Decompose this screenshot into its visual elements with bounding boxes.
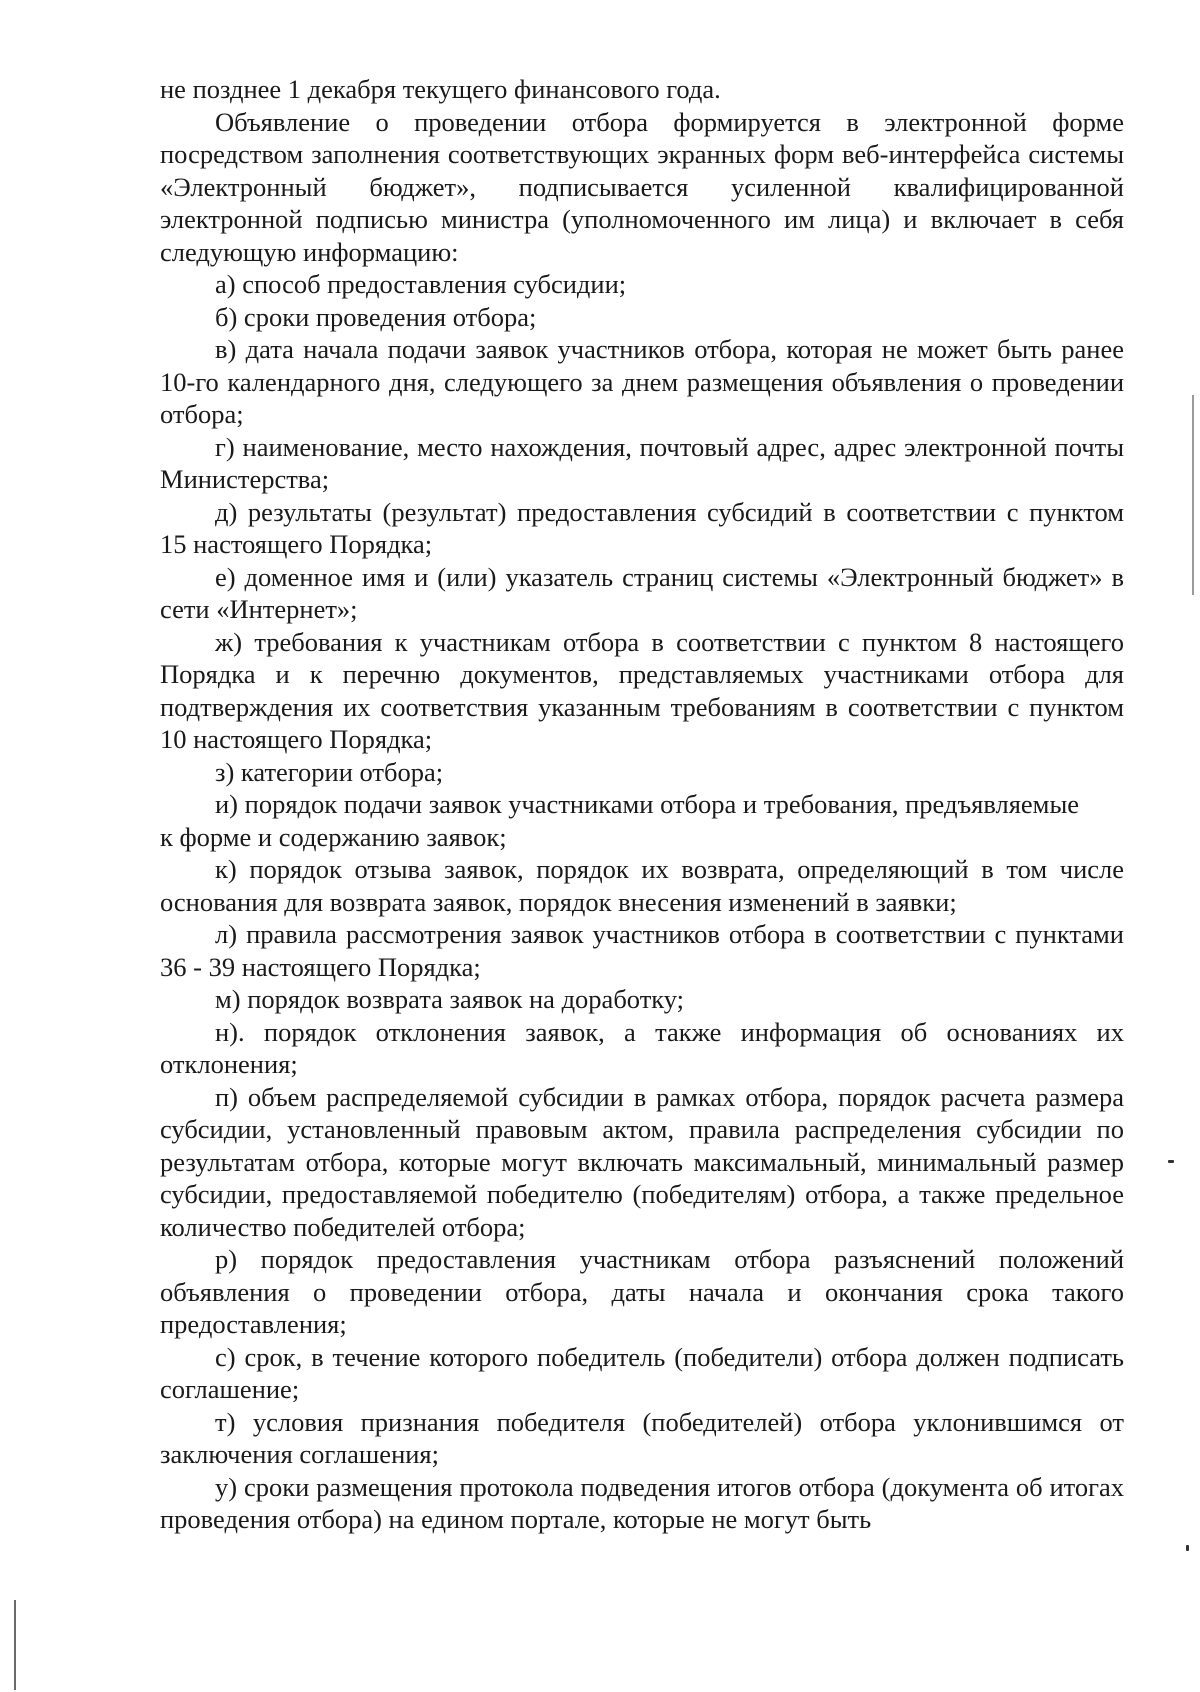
list-item-i-continuation: к форме и содержанию заявок; <box>160 821 507 852</box>
paragraph-announcement: Объявление о проведении отбора формируется в электронной форме посредством заполнения соответствующих экранных форм веб-интерфейса системы «Электронный бюджет», подписывается усиленной квалифицированной электронной подписью министра (уполномоченного им лица) и включает в себя следующую информацию: <box>160 106 1124 267</box>
list-item-v: в) дата начала подачи заявок участников отбора, которая не может быть ранее 10-го календарного дня, следующего за днем размещения объявления о проведении отбора; <box>160 334 1124 429</box>
list-item-g: г) наименование, место нахождения, почтовый адрес, адрес электронной почты Министерства; <box>160 431 1124 494</box>
list-item-b: б) сроки проведения отбора; <box>215 301 537 332</box>
list-item-r: р) порядок предоставления участникам отбора разъяснений положений объявления о проведении отбора, даты начала и окончания срока такого предоставления; <box>160 1244 1124 1339</box>
list-item-a: а) способ предоставления субсидии; <box>215 269 627 299</box>
paragraph-continuation: не позднее 1 декабря текущего финансового года. <box>160 74 721 104</box>
list-item-k: к) порядок отзыва заявок, порядок их возврата, определяющий в том числе основания для возврата заявок, порядок внесения изменений в заявки; <box>160 854 1124 917</box>
scan-margin-line-left <box>14 1600 16 1690</box>
list-item-n: н). порядок отклонения заявок, а также информация об основаниях их отклонения; <box>160 1016 1124 1079</box>
scan-speck <box>1168 1160 1174 1163</box>
list-item-e: е) доменное имя и (или) указатель страниц системы «Электронный бюджет» в сети «Интернет»; <box>160 561 1124 624</box>
document-page <box>160 73 1124 1536</box>
scan-margin-line-right <box>1192 395 1194 595</box>
list-item-s: с) срок, в течение которого победитель (победители) отбора должен подписать соглашение; <box>160 1341 1124 1404</box>
list-item-i: и) порядок подачи заявок участниками отбора и требования, предъявляемые <box>215 789 1080 819</box>
scan-speck <box>1186 1545 1189 1551</box>
list-item-d: д) результаты (результат) предоставления субсидий в соответствии с пунктом 15 настоящего Порядка; <box>160 496 1124 559</box>
list-item-z: з) категории отбора; <box>215 756 444 787</box>
list-item-zh: ж) требования к участникам отбора в соответствии с пунктом 8 настоящего Порядка и к перечню документов, представляемых участниками отбора для подтверждения их соответствия указанным требованиям в соответствии с пунктом 10 настоящего Порядка; <box>160 626 1124 754</box>
list-item-p: п) объем распределяемой субсидии в рамках отбора, порядок расчета размера субсидии, установленный правовым актом, правила распределения субсидии по результатам отбора, которые могут включать максимальный, минимальный размер субсидии, предоставляемой победителю (победителям) отбора, а также предельное количество победителей отбора; <box>160 1081 1124 1242</box>
list-item-m: м) порядок возврата заявок на доработку; <box>215 984 685 1014</box>
list-item-u: у) сроки размещения протокола подведения итогов отбора (документа об итогах проведения отбора) на едином портале, которые не могут быть <box>160 1471 1124 1534</box>
list-item-l: л) правила рассмотрения заявок участников отбора в соответствии с пунктами 36 - 39 настоящего Порядка; <box>160 919 1124 982</box>
list-item-t: т) условия признания победителя (победителей) отбора уклонившимся от заключения соглашения; <box>160 1406 1124 1469</box>
